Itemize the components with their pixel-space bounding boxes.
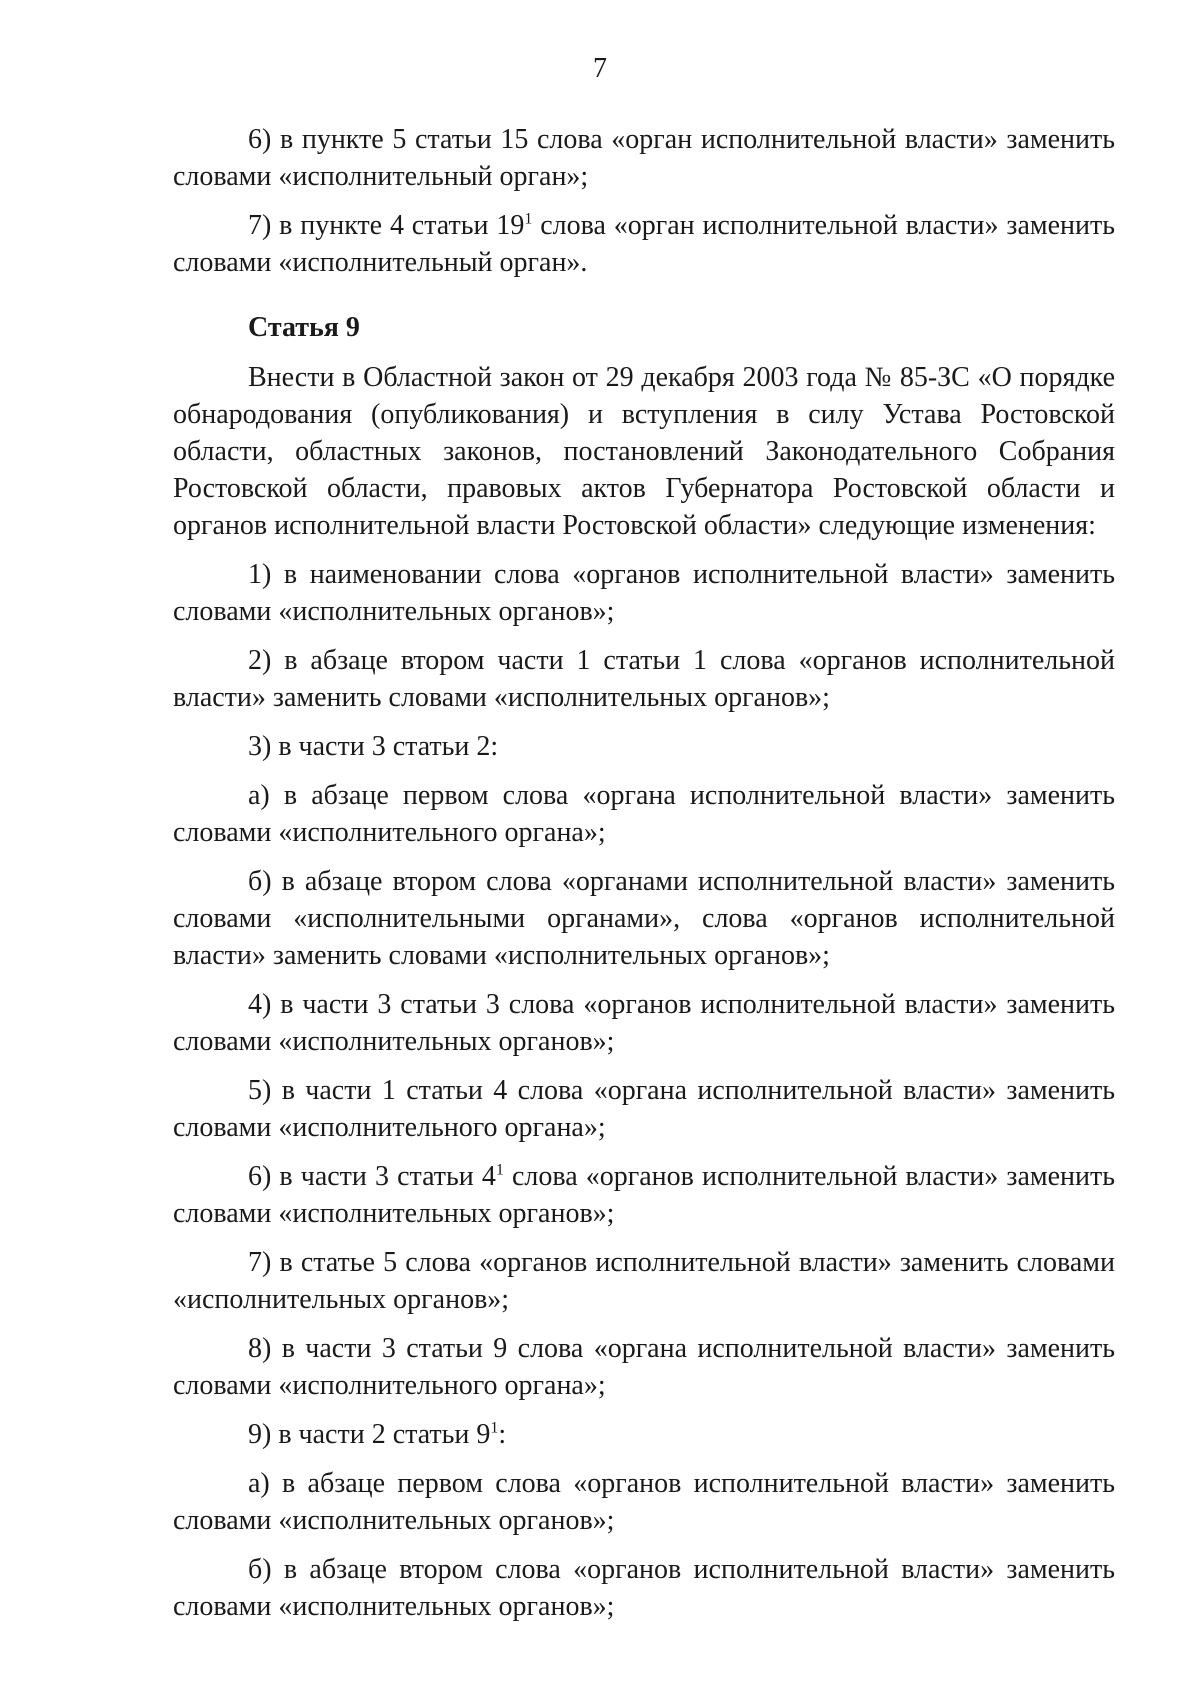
article-item-9a: а) в абзаце первом слова «органов исполнительной власти» заменить словами «исполнительных органов»; (173, 1468, 1115, 1536)
paragraph-item-7 (173, 207, 1115, 281)
article-item-6 (173, 1158, 1115, 1232)
article-intro: Внести в Областной закон от 29 декабря 2003 года № 85-ЗС «О порядке обнародования (опубликования) и вступления в силу Устава Ростовской области, областных законов, постановлений Законодательного Собрания Ростовской области, правовых актов Губернатора Ростовской области и органов исполнительной власти Ростовской области» следующие изменения: (173, 362, 1115, 541)
article-heading: Статья 9 (248, 312, 360, 343)
document-body (173, 121, 1115, 1637)
superscript: 1 (495, 1161, 504, 1179)
superscript: 1 (524, 210, 533, 228)
paragraph-item-7-text-start: 7) в пункте 4 статьи 19 (248, 210, 525, 241)
article-item-3b: б) в абзаце втором слова «органами исполнительной власти» заменить словами «исполнительными органами», слова «органов исполнительной власти» заменить словами «исполнительных органов»; (173, 866, 1115, 971)
article-item-1: 1) в наименовании слова «органов исполнительной власти» заменить словами «исполнительных органов»; (173, 559, 1115, 627)
article-item-8: 8) в части 3 статьи 9 слова «органа исполнительной власти» заменить словами «исполнительного органа»; (173, 1333, 1115, 1401)
paragraph-item-6: 6) в пункте 5 статьи 15 слова «орган исполнительной власти» заменить словами «исполнительный орган»; (173, 124, 1115, 192)
paragraph-item-7-text-end: слова «орган исполнительной власти» заменить словами «исполнительный орган». (173, 210, 1115, 278)
superscript: 1 (490, 1419, 499, 1437)
article-item-3: 3) в части 3 статьи 2: (248, 731, 499, 762)
article-item-6-text-end: слова «органов исполнительной власти» заменить словами «исполнительных органов»; (173, 1161, 1115, 1229)
article-item-4: 4) в части 3 статьи 3 слова «органов исполнительной власти» заменить словами «исполнительных органов»; (173, 989, 1115, 1057)
article-item-9 (173, 1416, 1115, 1453)
article-item-9b: б) в абзаце втором слова «органов исполнительной власти» заменить словами «исполнительных органов»; (173, 1554, 1115, 1622)
article-item-2: 2) в абзаце втором части 1 статьи 1 слова «органов исполнительной власти» заменить словами «исполнительных органов»; (173, 645, 1115, 713)
article-item-5: 5) в части 1 статьи 4 слова «органа исполнительной власти» заменить словами «исполнительного органа»; (173, 1075, 1115, 1143)
article-item-3a: а) в абзаце первом слова «органа исполнительной власти» заменить словами «исполнительного органа»; (173, 780, 1115, 848)
article-item-9-text-start: 9) в части 2 статьи 9 (248, 1419, 491, 1450)
page-number: 7 (593, 53, 607, 84)
article-item-9-text-end: : (498, 1419, 507, 1450)
article-item-7: 7) в статье 5 слова «органов исполнительной власти» заменить словами «исполнительных органов»; (173, 1247, 1115, 1315)
article-item-6-text-start: 6) в части 3 статьи 4 (248, 1161, 496, 1192)
